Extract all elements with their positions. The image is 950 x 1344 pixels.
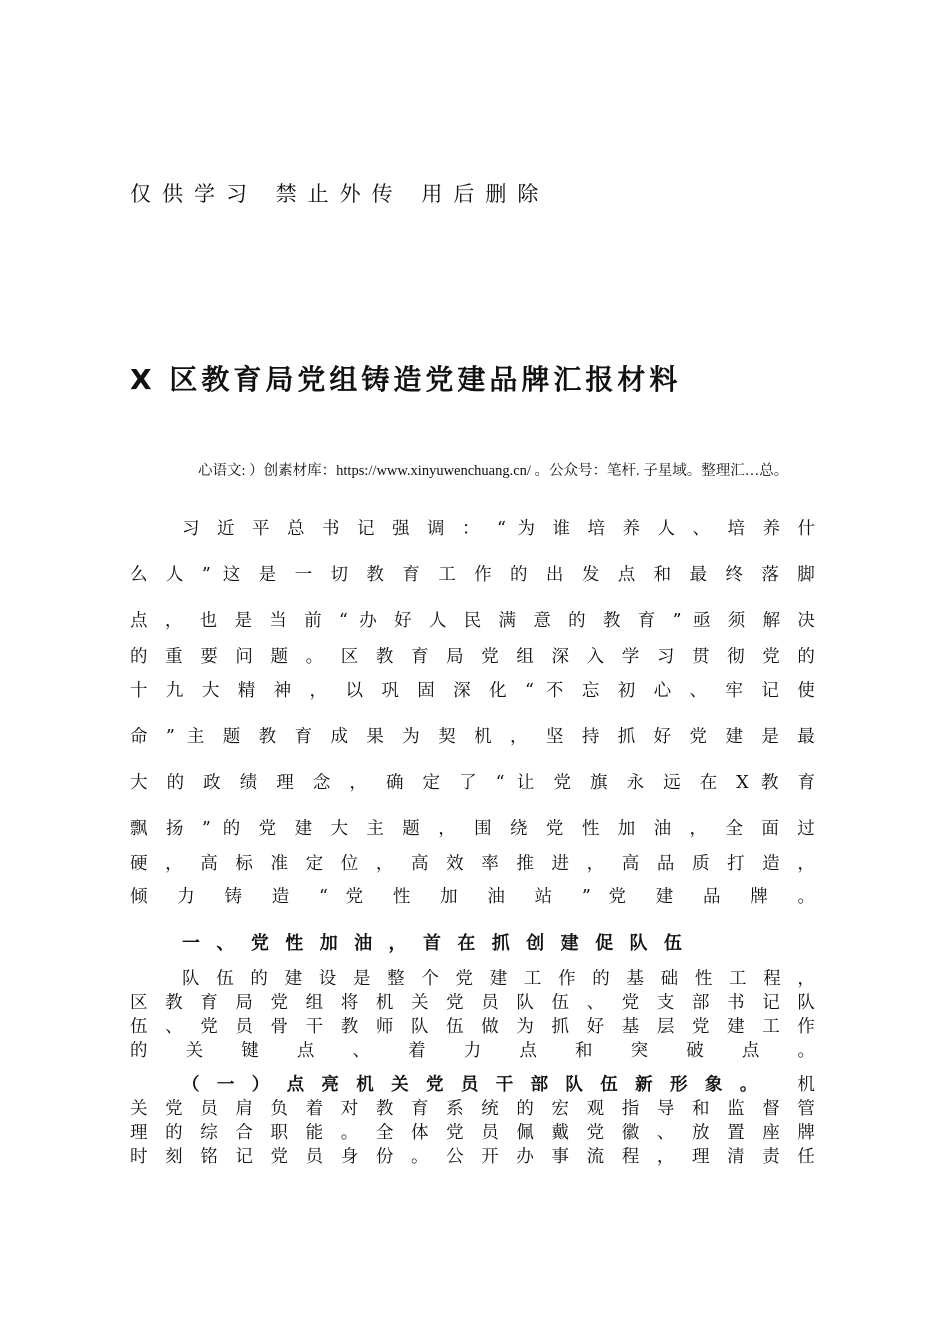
section1-line: 区 教 育 局 党 组 将 机 关 党 员 队 伍 、 党 支 部 书 记 队	[130, 993, 815, 1013]
intro-line: 么 人 ” 这 是 一 切 教 育 工 作 的 出 发 点 和 最 终 落 脚	[130, 565, 815, 585]
document-title: X 区教育局党组铸造党建品牌汇报材料	[130, 363, 682, 396]
section1-line: 伍 、 党 员 骨 干 教 师 队 伍 做 为 抓 好 基 层 党 建 工 作	[130, 1017, 815, 1037]
subsection-line: 时 刻 铭 记 党 员 身 份 。 公 开 办 事 流 程 ， 理 清 责 任	[130, 1147, 815, 1167]
subsection-first-tail: 机	[797, 1075, 815, 1095]
section1-line: 的 关 键 点 、 着 力 点 和 突 破 点 。	[130, 1041, 815, 1061]
subsection-line: 关 党 员 肩 负 着 对 教 育 系 统 的 宏 观 指 导 和 监 督 管	[130, 1099, 815, 1119]
intro-line: 倾 力 铸 造 “ 党 性 加 油 站 ” 党 建 品 牌 。	[130, 887, 815, 907]
intro-line: 的 重 要 问 题 。 区 教 育 局 党 组 深 入 学 习 贯 彻 党 的	[130, 647, 815, 667]
intro-line: 命 ” 主 题 教 育 成 果 为 契 机 ， 坚 持 抓 好 党 建 是 最	[130, 727, 815, 747]
section-heading: 一 、 党 性 加 油 ， 首 在 抓 创 建 促 队 伍	[182, 933, 682, 954]
source-line: 心语文: ）创素材库：https://www.xinyuwenchuang.cn/ 。公众号：笔杆. 子星域。整理汇…总。	[198, 463, 789, 479]
header-note: 仅供学习 禁止外传 用后删除	[130, 182, 550, 206]
intro-line: 飘 扬 ” 的 党 建 大 主 题 ， 围 绕 党 性 加 油 ， 全 面 过	[130, 819, 815, 839]
intro-line: 十 九 大 精 神 ， 以 巩 固 深 化 “ 不 忘 初 心 、 牢 记 使	[130, 681, 815, 701]
subsection-line: 理 的 综 合 职 能 。 全 体 党 员 佩 戴 党 徽 、 放 置 座 牌	[130, 1123, 815, 1143]
subsection-heading: （一）点亮机关党员干部队伍新形象。	[182, 1075, 775, 1095]
intro-line: 大 的 政 绩 理 念 ， 确 定 了 “ 让 党 旗 永 远 在 X 教 育	[130, 773, 816, 793]
intro-line: 习 近 平 总 书 记 强 调 ： “ 为 谁 培 养 人 、 培 养 什	[182, 519, 815, 539]
section1-line: 队 伍 的 建 设 是 整 个 党 建 工 作 的 基 础 性 工 程 ，	[182, 969, 815, 989]
intro-line: 点 ， 也 是 当 前 “ 办 好 人 民 满 意 的 教 育 ” 亟 须 解 决	[130, 611, 815, 631]
subsection-first-line	[182, 1074, 815, 1096]
intro-line: 硬 ， 高 标 准 定 位 ， 高 效 率 推 进 ， 高 品 质 打 造 ，	[130, 854, 815, 874]
